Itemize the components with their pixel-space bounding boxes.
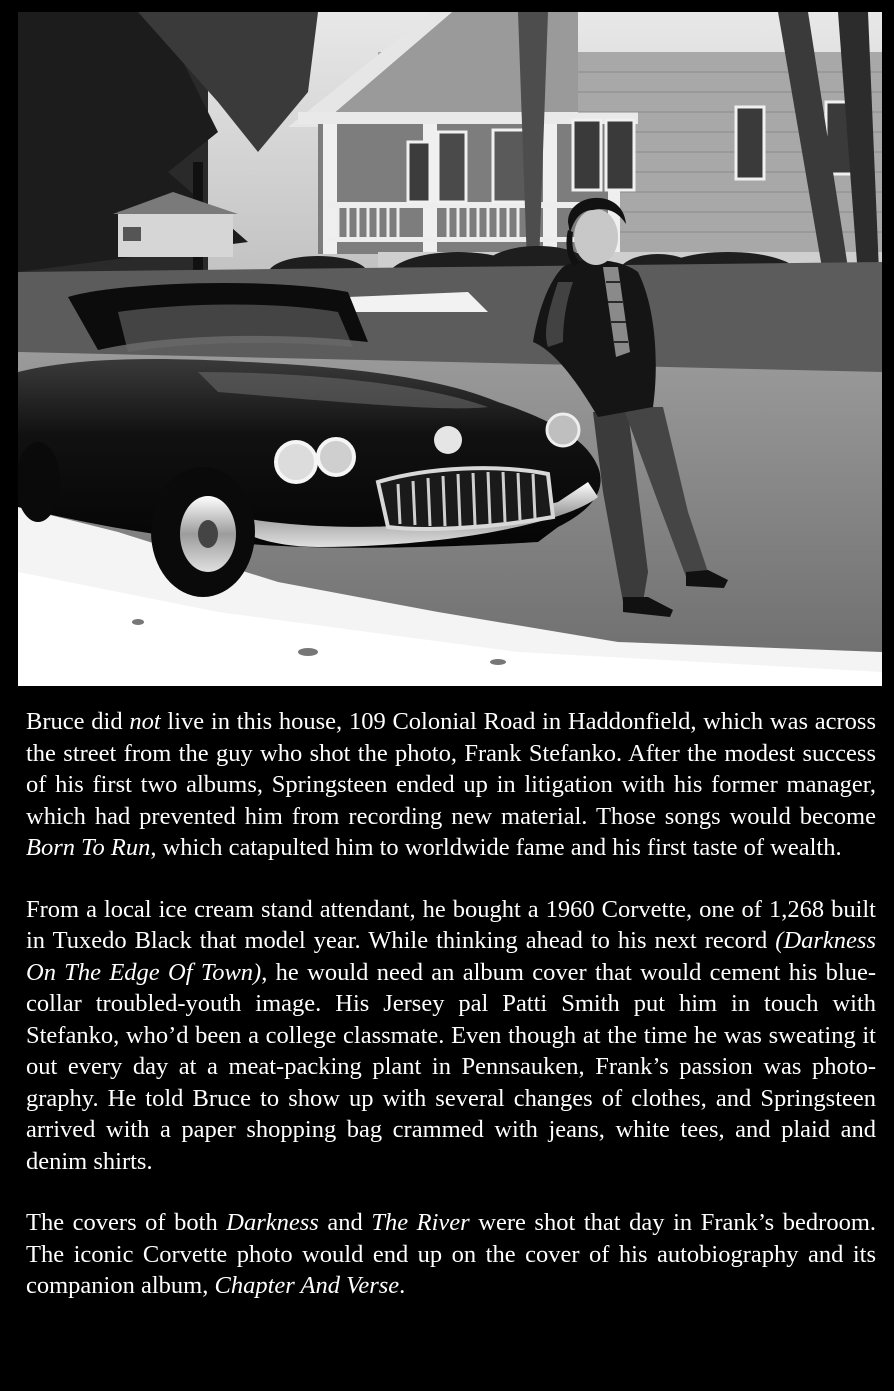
album-title-the-river: The River xyxy=(371,1209,470,1236)
album-title-darkness-short: Darkness xyxy=(226,1209,319,1236)
text-run: The covers of both xyxy=(26,1209,227,1236)
emphasis-not: not xyxy=(129,708,161,735)
paragraph-3 xyxy=(26,1207,876,1302)
text-run: Bruce did xyxy=(26,708,130,735)
album-title-chapter-and-verse: Chapter And Verse xyxy=(214,1272,400,1299)
text-run: , he would need an album cover that would cement his blue-collar troubled-youth image. His Jersey pal Patti Smith put him in touch with Stefanko, who’d been a college classmate. Even though at the time he was sweating it out every day at a meat-packing plant in Pennsauken, Frank’s passion was photography. He told Bruce to show up with several changes of clothes, and Springsteen arrived with a paper shopping bag crammed with jeans, white tees, and plaid and denim shirts. xyxy=(26,958,876,1175)
paragraph-2 xyxy=(26,894,876,1178)
album-title-darkness: (Darkness On The Edge Of Town) xyxy=(26,927,876,986)
text-run: From a local ice cream stand attendant, he bought a 1960 Corvette, one of 1,268 built in Tuxedo Black that model year. While thinking ahead to his next record xyxy=(26,895,876,954)
text-run: . xyxy=(399,1272,406,1299)
article-text xyxy=(26,706,876,1332)
paragraph-1 xyxy=(26,706,876,864)
text-run: were shot that day in Frank’s bedroom. The iconic Corvette photo would end up on the cover of his autobiography and its companion album, xyxy=(26,1209,876,1299)
album-title-born-to-run: Born To Run xyxy=(26,834,151,861)
text-run: and xyxy=(318,1209,372,1236)
text-run: , which catapulted him to worldwide fame and his first taste of wealth. xyxy=(150,834,842,861)
photo-illustration xyxy=(18,12,882,686)
corvette-photo xyxy=(18,12,882,686)
text-run: live in this house, 109 Colonial Road in Haddonfield, which was across the street from the guy who shot the photo, Frank Stefanko. After the modest success of his first two albums, Springsteen ended up in litigation with his former manager, which had prevented him from recording new material. Those songs would become xyxy=(26,708,876,830)
